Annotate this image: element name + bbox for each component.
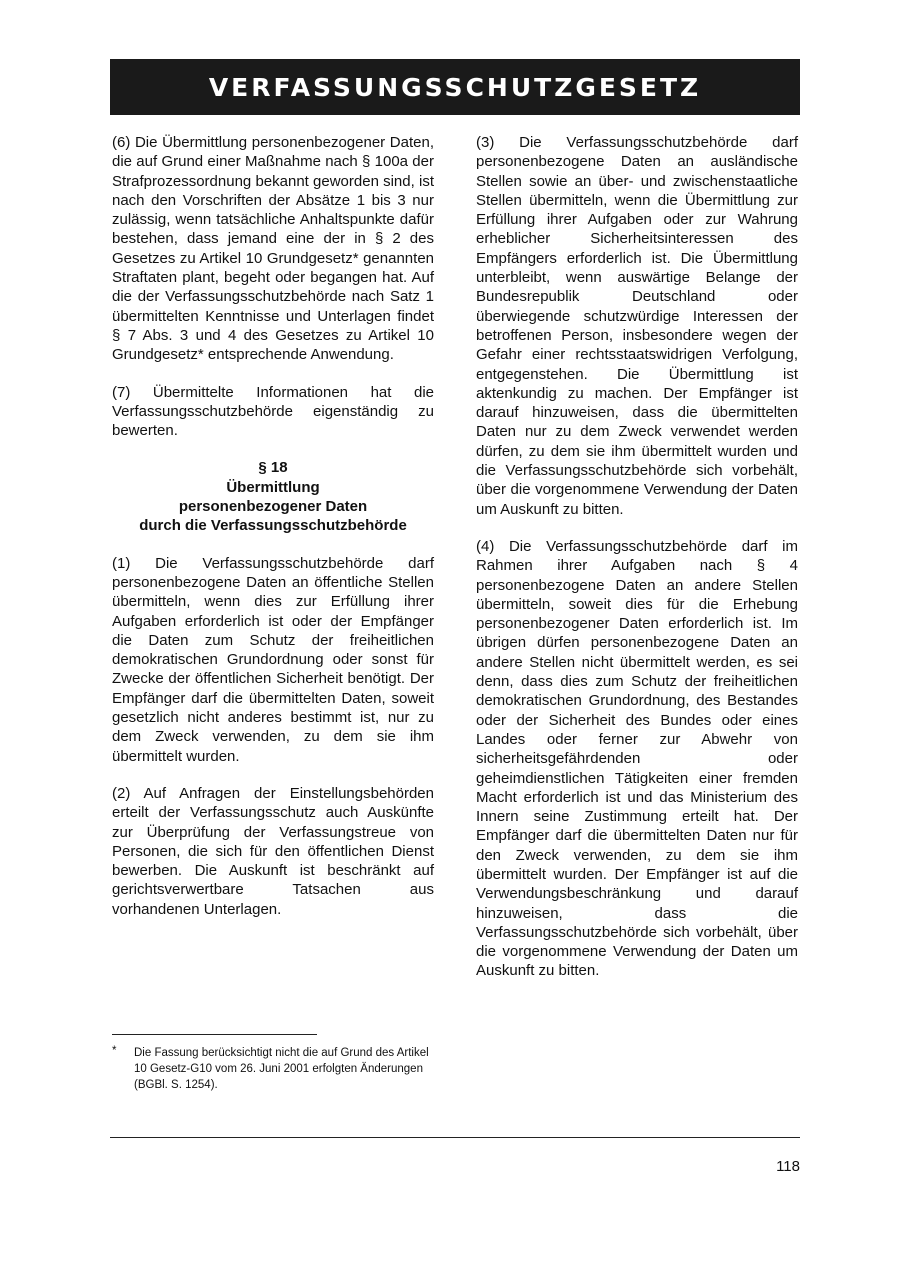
page-number: 118: [776, 1158, 800, 1175]
section-title-line-2: personenbezogener Daten: [178, 498, 368, 516]
paragraph-2: (2) Auf Anfragen der Einstellungsbehörden erteilt der Verfassungsschutz auch Auskünfte zur Überprüfung der Verfassungstreue von Personen, die sich für den öffentlichen Dienst bewerben. Die Auskunft ist beschränkt auf gerichtsverwertbare Tatsachen aus vorhandenen Unterlagen.: [112, 784, 434, 918]
paragraph-3: (3) Die Verfassungsschutzbehörde darf personenbezogene Daten an ausländische Stellen sowie an über- und zwischenstaatliche Stellen übermitteln, wenn die Übermittlung zur Erfüllung ihrer Aufgaben oder zur Wahrung erheblicher Sicherheitsinteressen des Empfängers erforderlich ist. Die Übermittlung unterbleibt, wenn auswärtige Belange der Bundesrepublik Deutschland oder überwiegende schutzwürdige Interessen der betroffenen Person, insbesondere wegen der Gefahr einer rechtsstaatswidrigen Verfolgung, entgegenstehen. Die Übermittlung ist aktenkundig zu machen. Der Empfänger ist darauf hinzuweisen, dass die übermittelten Daten nur zu dem Zweck verwendet werden dürfen, zu dem sie ihm übermittelt wurden und die Verfassungsschutzbehörde sich vorbehält, über die vorgenommene Verwendung der Daten um Auskunft zu bitten.: [476, 134, 798, 518]
left-column: [112, 133, 434, 937]
page-header: [110, 59, 800, 115]
header-title: VERFASSUNGSSCHUTZGESETZ: [208, 72, 702, 102]
paragraph-4: (4) Die Verfassungsschutzbehörde darf im Rahmen ihrer Aufgaben nach § 4 personenbezogene Daten an andere Stellen übermitteln, soweit dies für die Erhebung personenbezogener Daten erforderlich ist. Im übrigen dürfen personenbezogene Daten an andere Stellen nicht übermittelt werden, es sei denn, dass dies zum Schutz der freiheitlichen demokratischen Grundordnung, des Bestandes oder der Sicherheit des Bundes oder eines Landes oder ferner zur Abwehr von sicherheitsgefährdenden oder geheimdienstlichen Tätigkeiten einer fremden Macht erforderlich ist und das Ministerium des Innern seine Zustimmung erteilt hat. Der Empfänger darf die übermittelten Daten nur für den Zweck verwenden, zu dem sie ihm übermittelt wurden. Der Empfänger ist auf die Verwendungsbeschränkung und darauf hinzuweisen, dass die Verfassungsschutzbehörde sich vorbehält, über die vorgenommene Verwendung der Daten um Auskunft zu bitten.: [476, 537, 798, 980]
footnote-divider: [112, 1034, 317, 1035]
footnote: [112, 1045, 442, 1093]
section-title-line-1: Übermittlung: [226, 478, 320, 496]
section-number: § 18: [258, 459, 288, 477]
footnote-text: Die Fassung berücksichtigt nicht die auf Grund des Artikel 10 Gesetz-G10 vom 26. Juni 2001 erfolgten Änderungen (BGBl. S. 1254).: [134, 1047, 429, 1091]
right-column: [476, 133, 798, 999]
section-heading: [112, 458, 434, 535]
footnote-mark: *: [112, 1045, 117, 1057]
paragraph-1: (1) Die Verfassungsschutzbehörde darf personenbezogene Daten an öffentliche Stellen übermitteln, wenn dies zur Erfüllung ihrer Aufgaben erforderlich ist oder der Empfänger die Daten zum Schutz der freiheitlichen demokratischen Grundordnung oder sonst für Zwecke der öffentlichen Sicherheit benötigt. Der Empfänger darf die übermittelten Daten, soweit gesetzlich nicht anderes bestimmt ist, nur zu dem Zweck verwenden, zu dem sie ihm übermittelt wurden.: [112, 554, 434, 765]
bottom-divider: [110, 1137, 800, 1138]
paragraph-6: (6) Die Übermittlung personenbezogener Daten, die auf Grund einer Maßnahme nach § 100a der Strafprozessordnung bekannt geworden sind, ist nach den Vorschriften der Absätze 1 bis 3 nur zulässig, wenn tatsächliche Anhaltspunkte dafür bestehen, dass jemand eine der in § 2 des Gesetzes zu Artikel 10 Grundgesetz* genannten Straftaten plant, begeht oder begangen hat. Auf die der Verfassungsschutzbehörde nach Satz 1 übermittelten Kenntnisse und Unterlagen findet § 7 Abs. 3 und 4 des Gesetzes zu Artikel 10 Grundgesetz* entsprechende Anwendung.: [112, 134, 434, 364]
section-title-line-3: durch die Verfassungsschutzbehörde: [139, 517, 407, 535]
paragraph-7: (7) Übermittelte Informationen hat die Verfassungsschutzbehörde eigenständig zu bewerten.: [112, 383, 434, 440]
